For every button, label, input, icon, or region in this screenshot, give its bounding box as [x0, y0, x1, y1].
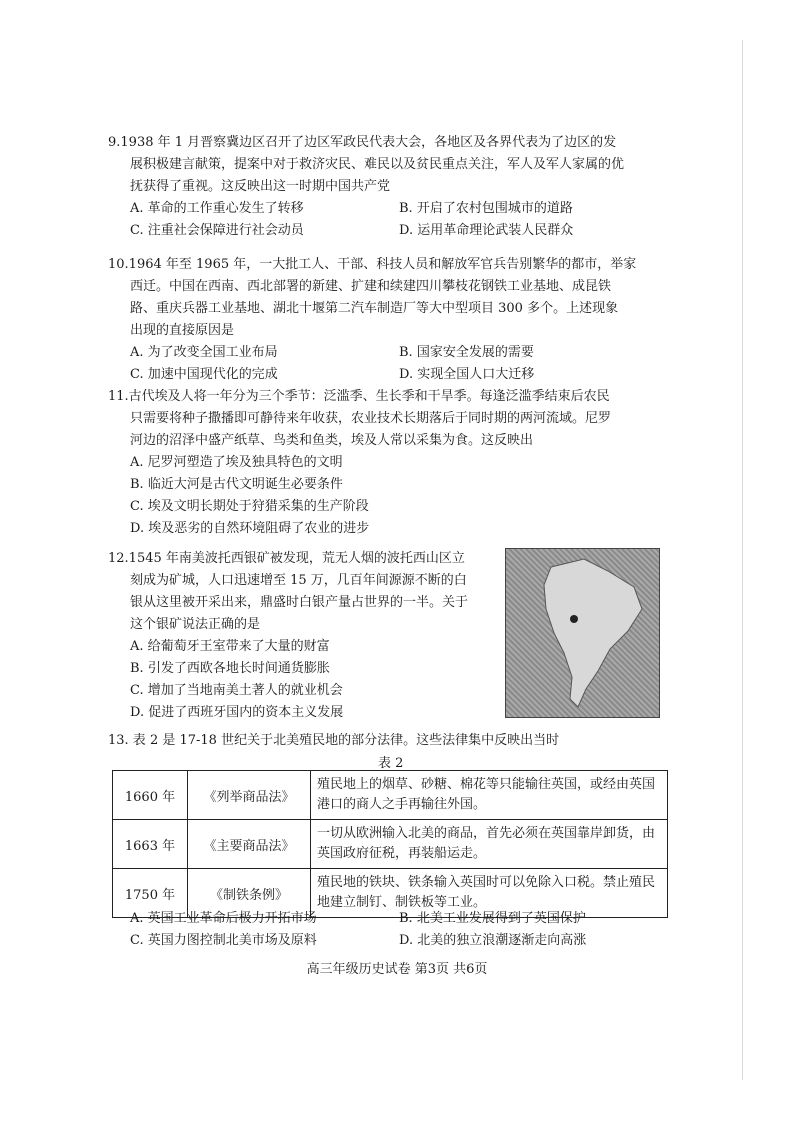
- continent-outline: [544, 559, 642, 707]
- table-row: [113, 771, 668, 820]
- q12-option-b: B. 引发了西欧各地长时间通货膨胀: [130, 661, 330, 676]
- table-cell-law: 《制铁条例》: [188, 869, 311, 918]
- q9-option-c: C. 注重社会保障进行社会动员: [130, 223, 304, 238]
- q12-line-3: 银从这里被开采出来，鼎盛时白银产量占世界的一半。关于: [130, 595, 469, 610]
- q11-line-2: 只需要将种子撒播即可静待来年收获，农业技术长期落后于同时期的两河流域。尼罗: [130, 411, 612, 426]
- q9-option-d: D. 运用革命理论武装人民群众: [399, 223, 574, 238]
- question-12: [108, 548, 508, 724]
- q13-options: [108, 908, 668, 952]
- table-caption: 表 2: [378, 756, 404, 771]
- south-america-map-image: [505, 548, 660, 718]
- q12-line-2: 刻成为矿城，人口迅速增至 15 万，几百年间源源不断的白: [130, 573, 467, 588]
- q10-line-1: 10.1964 年至 1965 年，一大批工人、干部、科技人员和解放军官兵告别繁华的都市，举家: [108, 257, 637, 272]
- table-cell-desc: 殖民地上的烟草、砂糖、棉花等只能输往英国，或经由英国港口的商人之手再输往外国。: [311, 771, 668, 820]
- q10-option-a: A. 为了改变全国工业布局: [130, 345, 278, 360]
- page-footer: 高三年级历史试卷 第3页 共6页: [306, 962, 488, 977]
- table-cell-year: 1750 年: [113, 869, 188, 918]
- q13-option-c: C. 英国力图控制北美市场及原料: [130, 933, 317, 948]
- question-9: [108, 132, 668, 242]
- q11-option-d: D. 埃及恶劣的自然环境阻碍了农业的进步: [130, 521, 370, 536]
- table-cell-desc: 殖民地的铁块、铁条输入英国时可以免除入口税。禁止殖民地建立制钉、制铁板等工业。: [311, 869, 668, 918]
- q10-option-b: B. 国家安全发展的需要: [399, 345, 534, 360]
- south-america-map-graphic: [506, 549, 659, 717]
- q11-line-3: 河边的沼泽中盛产纸草、鸟类和鱼类，埃及人常以采集为食。这反映出: [130, 433, 534, 448]
- table-cell-desc: 一切从欧洲输入北美的商品，首先必须在英国靠岸卸货，由英国政府征税，再装船运走。: [311, 820, 668, 869]
- q11-option-c: C. 埃及文明长期处于狩猎采集的生产阶段: [130, 499, 369, 514]
- q13-stem: 13. 表 2 是 17-18 世纪关于北美殖民地的部分法律。这些法律集中反映出当时: [108, 733, 560, 748]
- q12-option-d: D. 促进了西班牙国内的资本主义发展: [130, 705, 344, 720]
- question-10: [108, 254, 668, 386]
- q10-line-3: 路、重庆兵器工业基地、湖北十堰第二汽车制造厂等大中型项目 300 多个。上述现象: [130, 301, 619, 316]
- q10-line-2: 西迁。中国在西南、西北部署的新建、扩建和续建四川攀枝花钢铁工业基地、成昆铁: [130, 279, 612, 294]
- q9-line-2: 展积极建言献策，提案中对于救济灾民、难民以及贫民重点关注，军人及军人家属的优: [130, 157, 625, 172]
- q11-option-b: B. 临近大河是古代文明诞生必要条件: [130, 477, 343, 492]
- table-cell-year: 1663 年: [113, 820, 188, 869]
- page-fold-line: [742, 40, 743, 1080]
- q10-option-c: C. 加速中国现代化的完成: [130, 367, 278, 382]
- q13-option-b: B. 北美工业发展得到了英国保护: [399, 911, 586, 926]
- q11-option-a: A. 尼罗河塑造了埃及独具特色的文明: [130, 455, 343, 470]
- q12-line-4: 这个银矿说法正确的是: [130, 617, 261, 632]
- potosi-marker: [570, 615, 578, 623]
- question-11: [108, 386, 668, 540]
- q13-option-a: A. 英国工业革命后极力开拓市场: [130, 911, 317, 926]
- q10-line-4: 出现的直接原因是: [130, 323, 235, 338]
- q10-option-d: D. 实现全国人口大迁移: [399, 367, 535, 382]
- q11-line-1: 11.古代埃及人将一年分为三个季节：泛滥季、生长季和干旱季。每逢泛滥季结束后农民: [108, 389, 610, 404]
- laws-table: [112, 770, 668, 918]
- q9-line-1: 9.1938 年 1 月晋察冀边区召开了边区军政民代表大会，各地区及各界代表为了边区的发: [108, 135, 617, 150]
- table-cell-law: 《主要商品法》: [188, 820, 311, 869]
- table-cell-year: 1660 年: [113, 771, 188, 820]
- q9-option-b: B. 开启了农村包围城市的道路: [399, 201, 573, 216]
- table-row: [113, 820, 668, 869]
- q13-option-d: D. 北美的独立浪潮逐渐走向高涨: [399, 933, 587, 948]
- q9-option-a: A. 革命的工作重心发生了转移: [130, 201, 304, 216]
- q12-line-1: 12.1545 年南美波托西银矿被发现，荒无人烟的波托西山区立: [108, 551, 465, 566]
- q9-line-3: 抚获得了重视。这反映出这一时期中国共产党: [130, 179, 391, 194]
- table-cell-law: 《列举商品法》: [188, 771, 311, 820]
- q12-option-c: C. 增加了当地南美土著人的就业机会: [130, 683, 343, 698]
- q12-option-a: A. 给葡萄牙王室带来了大量的财富: [130, 639, 330, 654]
- question-13: [108, 730, 668, 752]
